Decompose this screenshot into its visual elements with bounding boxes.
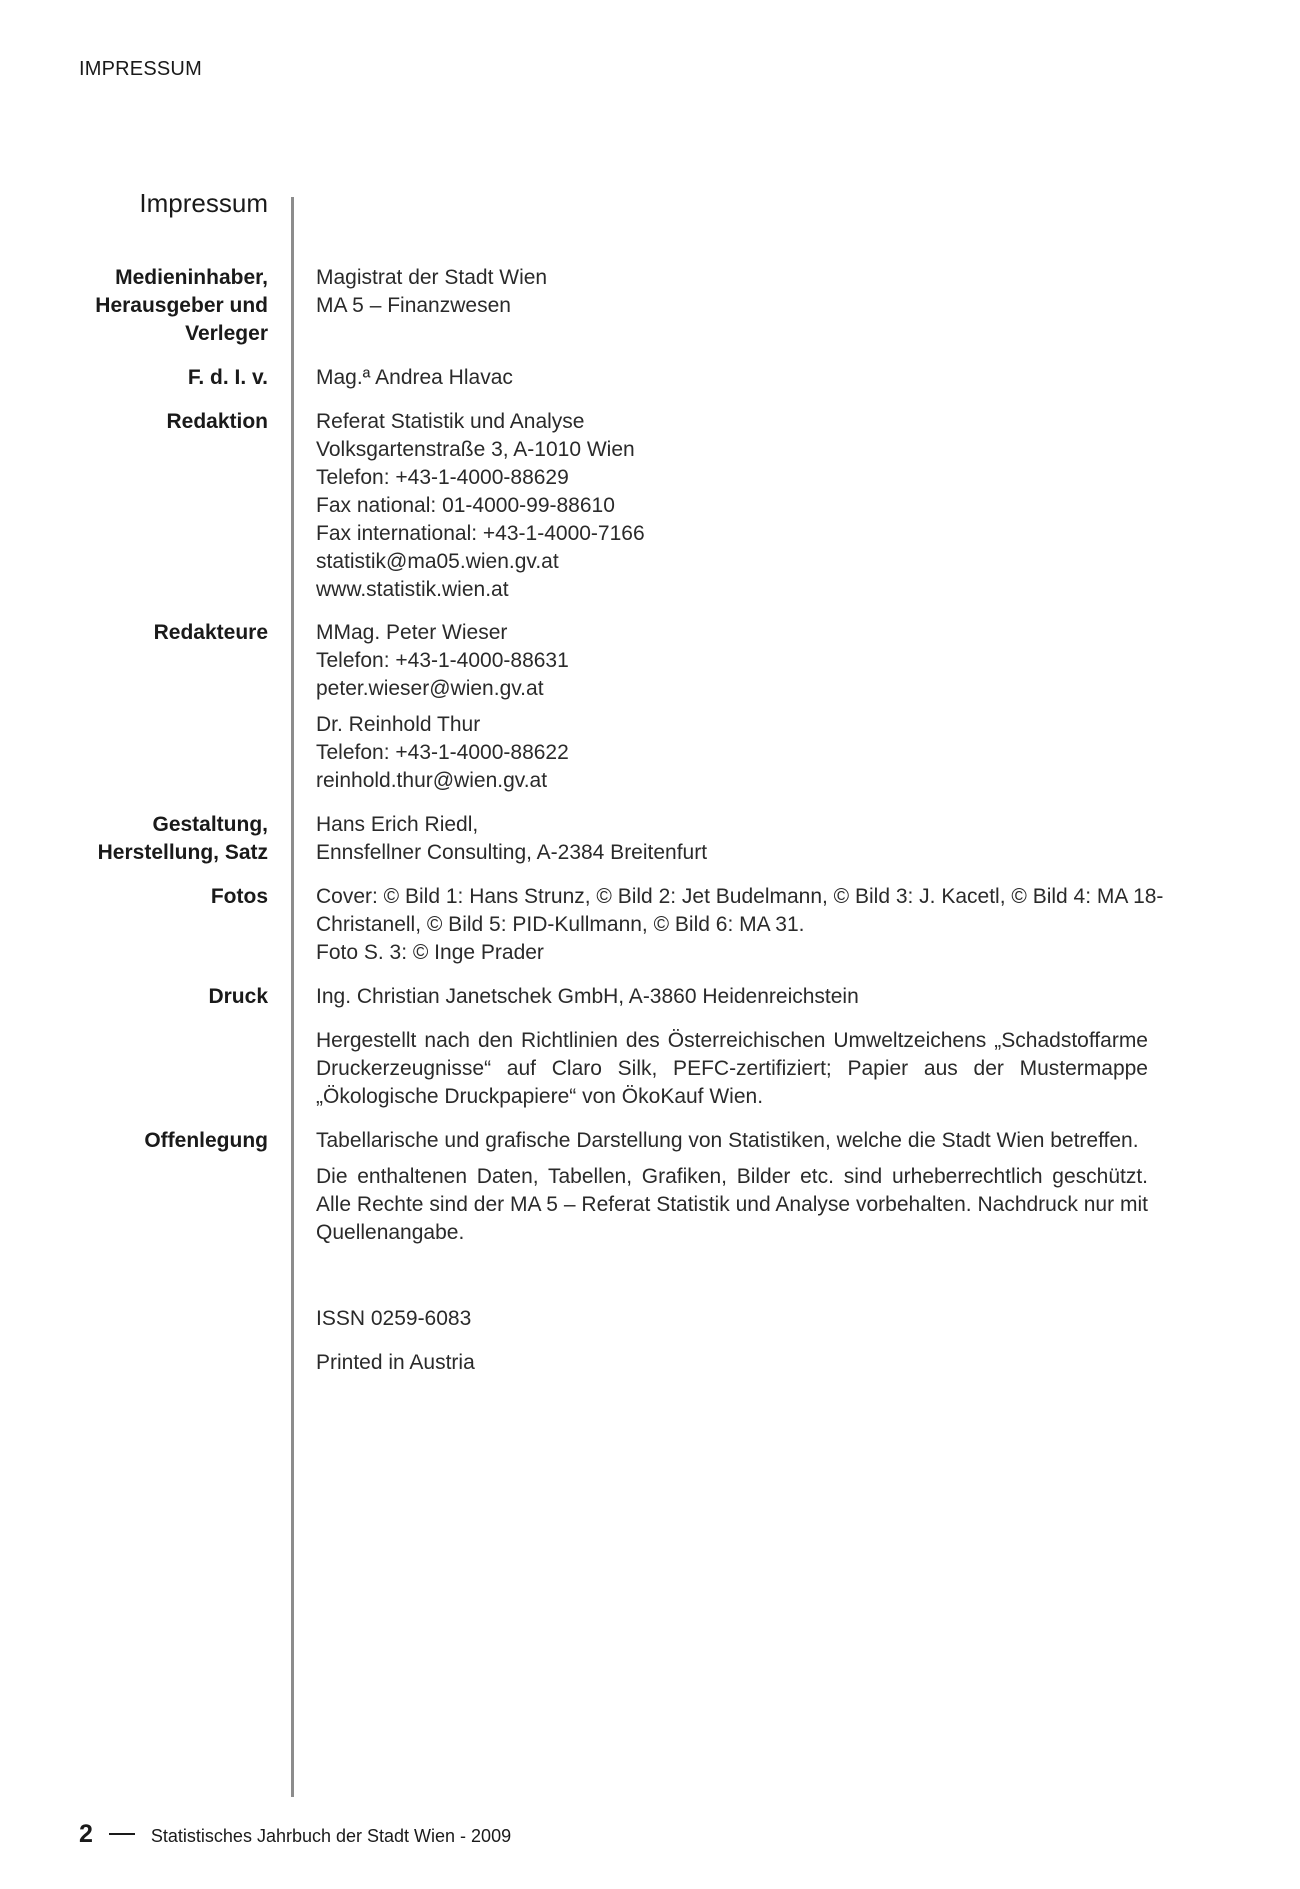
label-fdlv: F. d. I. v.	[187, 366, 268, 389]
value-redakteure-person1	[316, 619, 1148, 703]
label-line: Herstellung, Satz	[97, 841, 268, 864]
printed-in: Printed in Austria	[316, 1351, 475, 1374]
value-line: Ennsfellner Consulting, A-2384 Breitenfurt	[316, 841, 708, 864]
value-line: Mag.ª Andrea Hlavac	[316, 366, 513, 389]
value-line: Referat Statistik und Analyse	[316, 410, 585, 433]
value-line: Ing. Christian Janetschek GmbH, A-3860 Heidenreichstein	[316, 985, 859, 1008]
book-title: Statistisches Jahrbuch der Stadt Wien - 2009	[150, 1826, 512, 1846]
vertical-rule	[291, 197, 294, 1797]
value-line: Dr. Reinhold Thur	[316, 713, 481, 736]
value-druck	[316, 983, 1148, 1011]
value-line: Hans Erich Riedl,	[316, 813, 479, 836]
label-offenlegung: Offenlegung	[144, 1129, 268, 1152]
label-redakteure: Redakteure	[153, 621, 268, 644]
email-link[interactable]: reinhold.thur@wien.gv.at	[316, 769, 548, 792]
email-link[interactable]: peter.wieser@wien.gv.at	[316, 677, 544, 700]
label-line: Herausgeber und	[95, 294, 268, 317]
label-medieninhaber	[40, 264, 268, 348]
label-druck: Druck	[208, 985, 268, 1008]
value-offenlegung	[316, 1127, 1148, 1155]
label-line: Gestaltung,	[152, 813, 268, 836]
offenlegung-note	[316, 1163, 1148, 1247]
value-line: Telefon: +43-1-4000-88631	[316, 649, 569, 672]
label-redaktion: Redaktion	[166, 410, 268, 433]
value-fdlv	[316, 364, 1148, 392]
value-redakteure-person2	[316, 711, 1148, 795]
label-line: Medieninhaber,	[115, 266, 268, 289]
website-link[interactable]: www.statistik.wien.at	[316, 578, 509, 601]
druck-note	[316, 1027, 1148, 1111]
value-line: Fax international: +43-1-4000-7166	[316, 522, 645, 545]
value-medieninhaber	[316, 264, 1148, 320]
value-line: Magistrat der Stadt Wien	[316, 266, 548, 289]
value-line: Christanell, © Bild 5: PID-Kullmann, © Bild 6: MA 31.	[316, 913, 805, 936]
paragraph: Die enthaltenen Daten, Tabellen, Grafiken, Bilder etc. sind urheberrechtlich geschützt. Alle Rechte sind der MA 5 – Referat Statistik und Analyse vorbehalten. Nachdruck nur mit Quellenangabe.	[316, 1165, 1148, 1244]
paragraph: Hergestellt nach den Richtlinien des Österreichischen Umweltzeichens „Schadstoffarme Druckerzeugnisse“ auf Claro Silk, PEFC-zertifiziert; Papier aus der Mustermappe „Ökologische Druckpapiere“ von ÖkoKauf Wien.	[316, 1029, 1148, 1108]
issn: ISSN 0259-6083	[316, 1307, 472, 1330]
email-link[interactable]: statistik@ma05.wien.gv.at	[316, 550, 559, 573]
value-line: Telefon: +43-1-4000-88622	[316, 741, 569, 764]
label-gestaltung	[40, 811, 268, 867]
value-line: Cover: © Bild 1: Hans Strunz, © Bild 2: Jet Budelmann, © Bild 3: J. Kacetl, © Bild 4: MA 18-	[316, 885, 1164, 908]
value-redaktion	[316, 408, 1148, 604]
value-line: Fax national: 01-4000-99-88610	[316, 494, 615, 517]
footer-dash	[109, 1833, 135, 1835]
page-title: Impressum	[139, 188, 268, 218]
page-footer	[79, 1820, 511, 1850]
value-gestaltung	[316, 811, 1148, 867]
running-head: IMPRESSUM	[79, 58, 202, 80]
value-line: Telefon: +43-1-4000-88629	[316, 466, 569, 489]
value-line: MA 5 – Finanzwesen	[316, 294, 511, 317]
value-fotos	[316, 883, 1164, 967]
value-line: Foto S. 3: © Inge Prader	[316, 941, 544, 964]
label-line: Verleger	[185, 322, 268, 345]
value-line: Volksgartenstraße 3, A-1010 Wien	[316, 438, 635, 461]
value-line: Tabellarische und grafische Darstellung von Statistiken, welche die Stadt Wien betreffen.	[316, 1129, 1139, 1152]
page-number: 2	[79, 1820, 93, 1848]
value-line: MMag. Peter Wieser	[316, 621, 508, 644]
label-fotos: Fotos	[210, 885, 268, 908]
